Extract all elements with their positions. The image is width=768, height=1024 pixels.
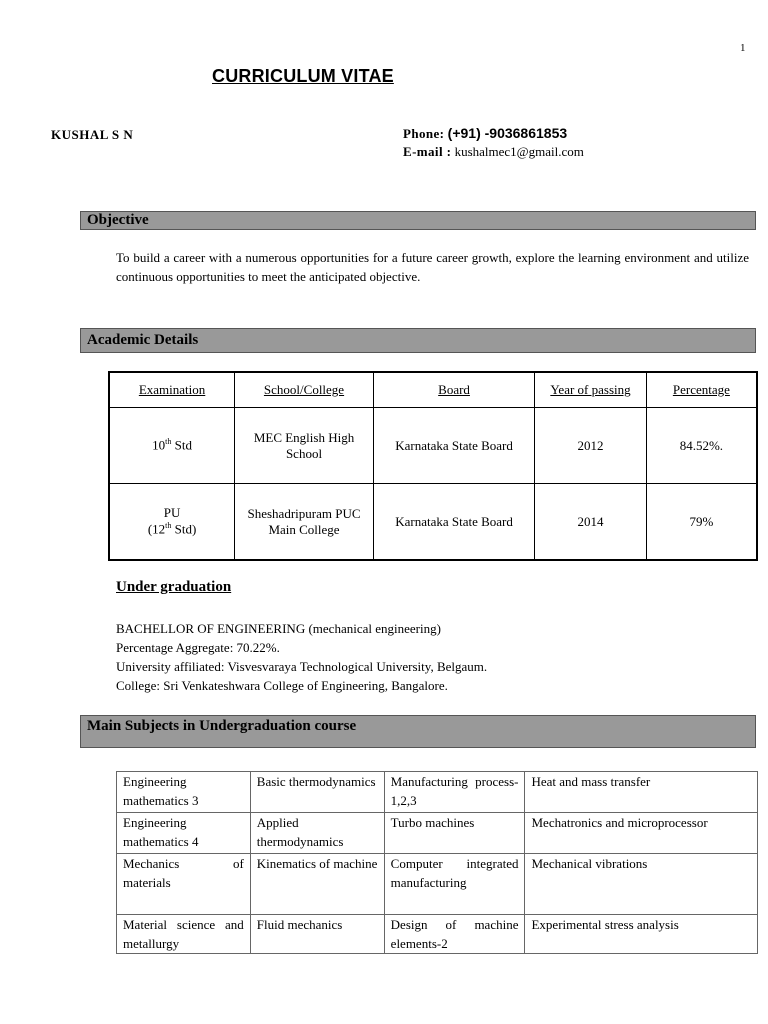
candidate-name: KUSHAL S N	[51, 127, 134, 142]
table-row	[117, 915, 758, 954]
col-year: Year of passing	[535, 372, 647, 408]
subject-cell: Applied thermodynamics	[250, 813, 384, 854]
table-row	[117, 854, 758, 915]
percentage-cell: 84.52%.	[646, 408, 757, 484]
undergraduation-heading: Under graduation	[116, 579, 232, 595]
subject-cell: Fluid mechanics	[250, 915, 384, 954]
academic-heading: Academic Details	[80, 328, 756, 353]
subject-cell: Engineering mathematics 3	[117, 772, 251, 813]
subject-cell: Mechanics of materials	[117, 854, 251, 915]
subject-cell: Mechatronics and microprocessor	[525, 813, 758, 854]
board-cell: Karnataka State Board	[373, 408, 534, 484]
subject-cell: Computer integrated manufacturing	[384, 854, 525, 915]
col-board: Board	[373, 372, 534, 408]
phone-value: (+91) -9036861853	[447, 125, 568, 141]
subject-cell: Basic thermodynamics	[250, 772, 384, 813]
subject-cell: Kinematics of machine	[250, 854, 384, 915]
academic-table	[108, 371, 758, 561]
table-header-row	[109, 372, 757, 408]
table-row	[109, 484, 757, 561]
table-row	[117, 772, 758, 813]
email-line	[403, 143, 584, 161]
phone-line	[403, 124, 584, 143]
subject-cell: Mechanical vibrations	[525, 854, 758, 915]
subjects-table	[116, 771, 758, 954]
table-row	[117, 813, 758, 854]
subject-cell: Experimental stress analysis	[525, 915, 758, 954]
college-line: College: Sri Venkateshwara College of Engineering, Bangalore.	[116, 678, 448, 693]
objective-text: To build a career with a numerous opportunities for a future career growth, explore the learning environment and utilize continuous opportunities to meet the anticipated objective.	[116, 250, 749, 284]
subject-cell: Manufacturing process-1,2,3	[384, 772, 525, 813]
exam-cell: PU (12th Std)	[109, 484, 235, 561]
year-cell: 2012	[535, 408, 647, 484]
contact-block	[403, 124, 584, 161]
undergraduation-details	[116, 619, 487, 695]
board-cell: Karnataka State Board	[373, 484, 534, 561]
page-number: 1	[740, 42, 746, 54]
col-examination: Examination	[109, 372, 235, 408]
phone-label: Phone:	[403, 126, 445, 141]
col-school: School/College	[235, 372, 374, 408]
table-row	[109, 408, 757, 484]
subject-cell: Heat and mass transfer	[525, 772, 758, 813]
col-percentage: Percentage	[646, 372, 757, 408]
exam-cell: 10th Std	[109, 408, 235, 484]
school-cell: MEC English High School	[235, 408, 374, 484]
degree-line: BACHELLOR OF ENGINEERING (mechanical engineering)	[116, 621, 441, 636]
subject-cell: Material science and metallurgy	[117, 915, 251, 954]
subjects-heading: Main Subjects in Undergraduation course	[80, 715, 756, 748]
percentage-cell: 79%	[646, 484, 757, 561]
subject-cell: Design of machine elements-2	[384, 915, 525, 954]
school-cell: Sheshadripuram PUC Main College	[235, 484, 374, 561]
document-title: CURRICULUM VITAE	[212, 66, 394, 86]
university-line: University affiliated: Visvesvaraya Technological University, Belgaum.	[116, 659, 488, 674]
subject-cell: Engineering mathematics 4	[117, 813, 251, 854]
year-cell: 2014	[535, 484, 647, 561]
objective-heading: Objective	[80, 211, 756, 230]
email-label: E-mail :	[403, 144, 452, 159]
email-value[interactable]: kushalmec1@gmail.com	[454, 144, 584, 159]
subject-cell: Turbo machines	[384, 813, 525, 854]
aggregate-line: Percentage Aggregate: 70.22%.	[116, 640, 280, 655]
